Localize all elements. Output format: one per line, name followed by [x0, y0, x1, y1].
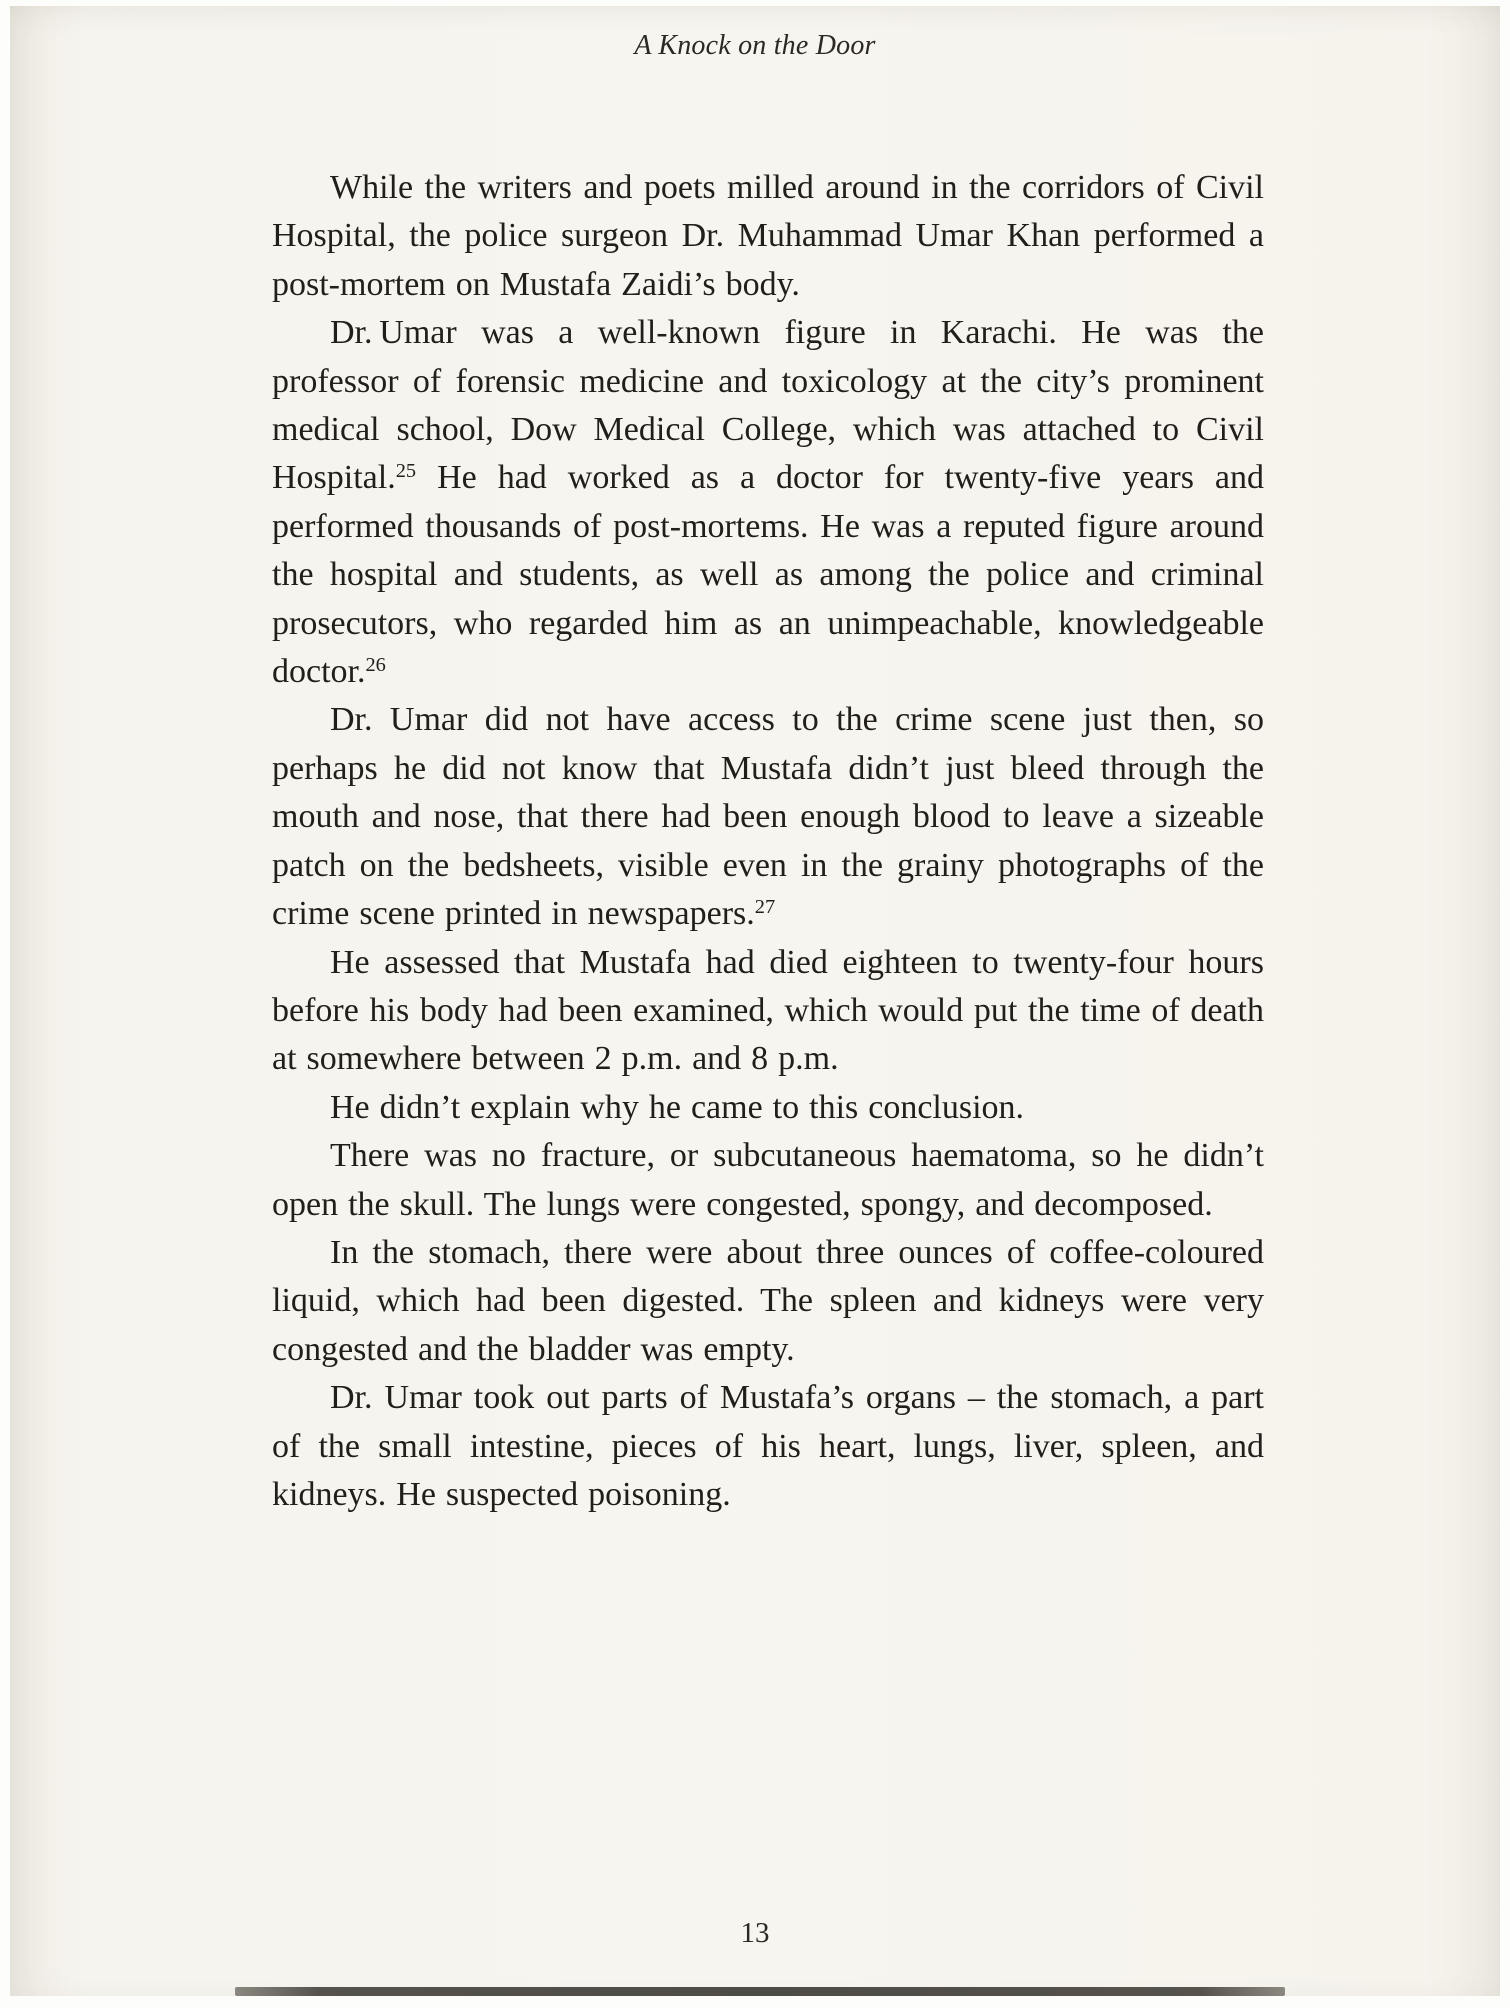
footnote-ref: 27 — [754, 895, 776, 918]
paragraph-text: While the writers and poets milled around in the corridors of Civil Hospital, the police surgeon Dr. Muhammad Umar Khan performed a post-mortem on Mustafa Zaidi’s body. — [272, 169, 1264, 303]
paragraph — [272, 309, 1264, 696]
paragraph-text: Dr. Umar was a well-known figure in Karachi. He was the professor of forensic medicine and toxicology at the city’s prominent medical school, Dow Medical College, which was attached to Civil Hospital. — [272, 314, 1264, 497]
paragraph-text: In the stomach, there were about three ounces of coffee-coloured liquid, which had been digested. The spleen and kidneys were very congested and the bladder was empty. — [272, 1233, 1264, 1368]
paragraph — [272, 164, 1264, 309]
paragraph-text: He assessed that Mustafa had died eighteen to twenty-four hours before his body had been examined, which would put the time of death at somewhere between 2 p.m. and 8 p.m. — [272, 943, 1264, 1078]
paragraph — [272, 1084, 1264, 1132]
body-text — [272, 164, 1264, 1519]
paragraph-text: He didn’t explain why he came to this conclusion. — [330, 1088, 1025, 1126]
footnote-ref: 26 — [365, 653, 386, 676]
paragraph — [272, 696, 1264, 938]
paragraph-text: Dr. Umar did not have access to the crime scene just then, so perhaps he did not know that Mustafa didn’t just bleed through the mouth and nose, that there had been enough blood to leave a sizeable patch on the bedsheets, visible even in the grainy photographs of the crime scene printed in newspapers. — [272, 701, 1264, 933]
paragraph — [272, 1229, 1264, 1374]
paragraph-text: He had worked as a doctor for twenty-five years and performed thousands of post-mortems. He was a reputed figure around the hospital and students, as well as among the police and criminal prosecutors, who regarded him as an unimpeachable, knowledgeable doctor. — [272, 459, 1264, 691]
footnote-ref: 25 — [395, 460, 417, 483]
paragraph — [272, 1374, 1264, 1519]
paragraph — [272, 1132, 1264, 1229]
book-page — [10, 6, 1500, 1996]
running-header: A Knock on the Door — [634, 30, 876, 61]
paragraph-text: Dr. Umar took out parts of Mustafa’s organs – the stomach, a part of the small intestine, pieces of his heart, lungs, liver, spleen, and kidneys. He suspected poisoning. — [272, 1379, 1264, 1513]
scan-bottom-edge — [235, 1987, 1285, 1996]
paragraph-text: There was no fracture, or subcutaneous haematoma, so he didn’t open the skull. The lungs were congested, spongy, and decomposed. — [272, 1137, 1264, 1223]
paragraph — [272, 939, 1264, 1084]
page-number: 13 — [740, 1917, 770, 1949]
